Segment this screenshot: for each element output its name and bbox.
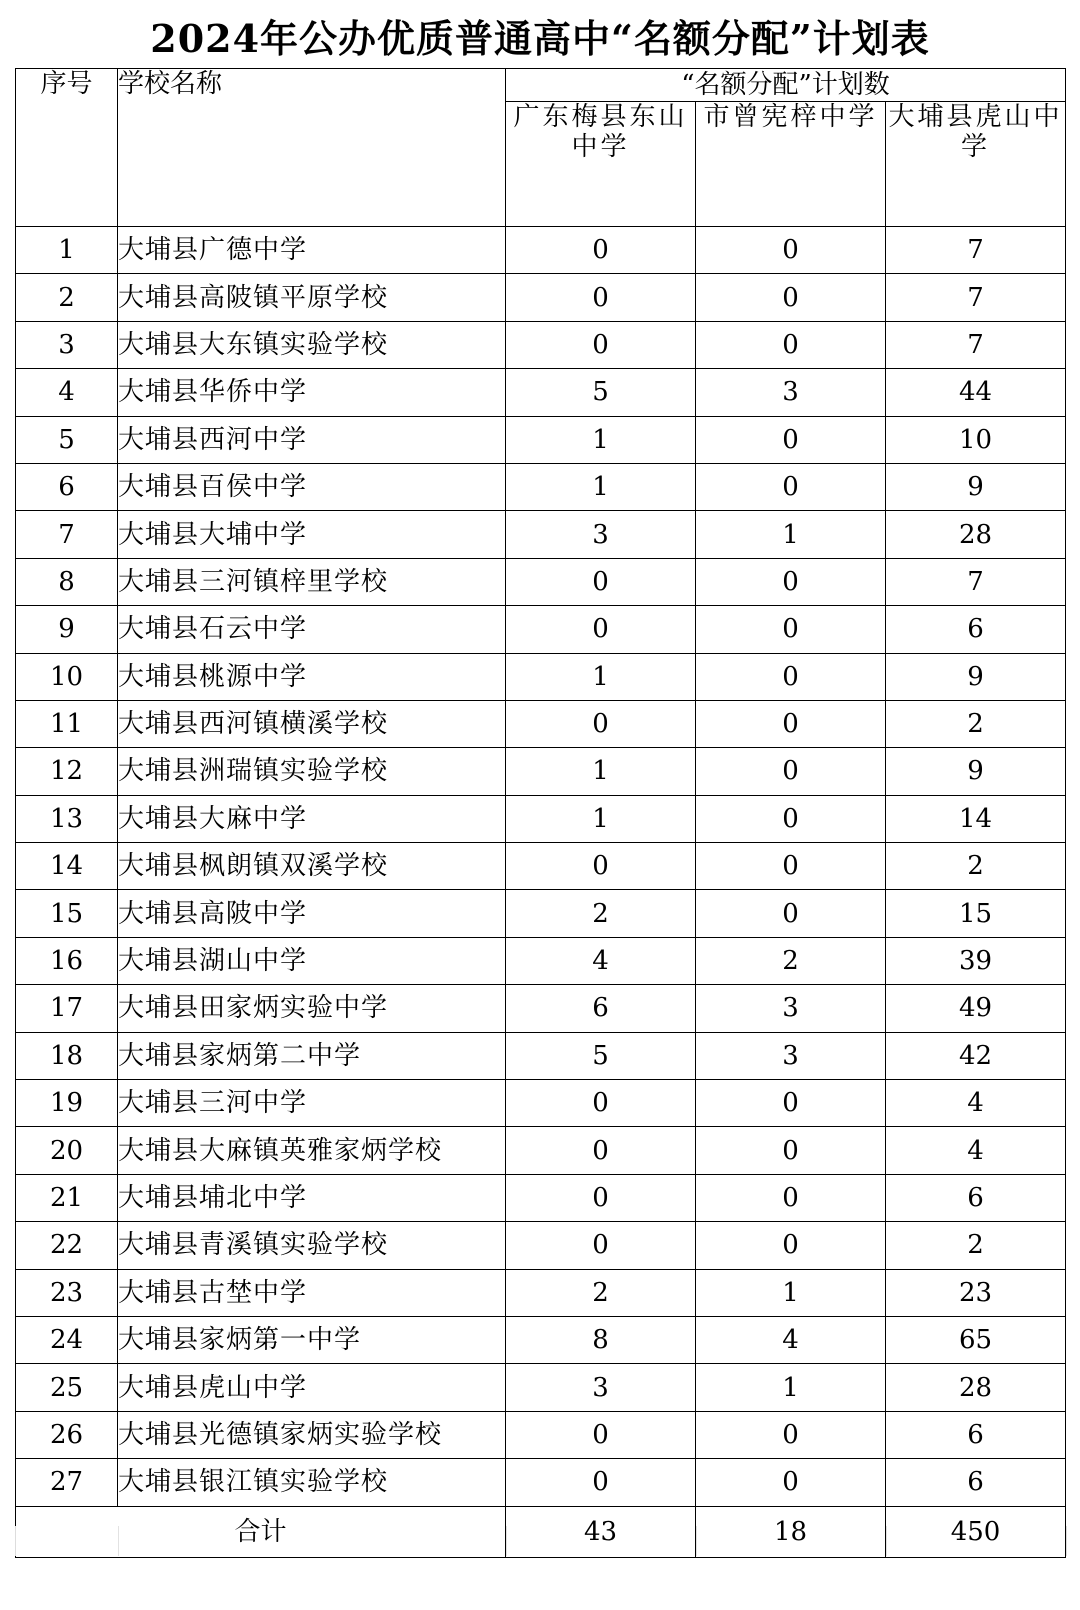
seq-cell: 16 — [16, 937, 118, 984]
dongshan-quota-cell: 1 — [506, 795, 696, 842]
school-name-cell: 大埔县大麻中学 — [118, 795, 506, 842]
hushan-quota-cell: 2 — [886, 843, 1066, 890]
school-name-cell: 大埔县银江镇实验学校 — [118, 1459, 506, 1506]
school-name-cell: 大埔县家炳第一中学 — [118, 1316, 506, 1363]
dongshan-quota-cell: 0 — [506, 1174, 696, 1221]
dongshan-quota-cell: 1 — [506, 748, 696, 795]
hushan-quota-cell: 23 — [886, 1269, 1066, 1316]
school-name-cell: 大埔县家炳第二中学 — [118, 1032, 506, 1079]
school-name-cell: 大埔县华侨中学 — [118, 369, 506, 416]
hushan-quota-cell: 9 — [886, 653, 1066, 700]
zengxianzi-quota-cell: 0 — [696, 748, 886, 795]
seq-cell: 26 — [16, 1411, 118, 1458]
dongshan-quota-cell: 0 — [506, 321, 696, 368]
hushan-quota-cell: 4 — [886, 1127, 1066, 1174]
hushan-total-cell: 450 — [886, 1506, 1066, 1557]
table-row — [16, 416, 1066, 463]
seq-cell: 21 — [16, 1174, 118, 1221]
dongshan-quota-cell: 0 — [506, 1222, 696, 1269]
hushan-quota-cell: 42 — [886, 1032, 1066, 1079]
table-row — [16, 795, 1066, 842]
zengxianzi-quota-cell: 0 — [696, 606, 886, 653]
dongshan-quota-cell: 5 — [506, 369, 696, 416]
table-blank-row — [15, 1526, 1067, 1556]
seq-cell: 14 — [16, 843, 118, 890]
table-row — [16, 1316, 1066, 1363]
dongshan-quota-cell: 0 — [506, 700, 696, 747]
school-name-cell: 大埔县三河中学 — [118, 1080, 506, 1127]
dongshan-total-cell: 43 — [506, 1506, 696, 1557]
zengxianzi-total-cell: 18 — [696, 1506, 886, 1557]
hushan-quota-cell: 6 — [886, 1459, 1066, 1506]
hushan-quota-cell: 49 — [886, 985, 1066, 1032]
dongshan-quota-cell: 1 — [506, 653, 696, 700]
zengxianzi-quota-cell: 0 — [696, 321, 886, 368]
zengxianzi-quota-cell: 0 — [696, 1459, 886, 1506]
seq-cell: 7 — [16, 511, 118, 558]
school-name-cell: 大埔县洲瑞镇实验学校 — [118, 748, 506, 795]
table-row — [16, 463, 1066, 510]
seq-cell: 1 — [16, 227, 118, 274]
seq-cell: 15 — [16, 890, 118, 937]
seq-header: 序号 — [16, 69, 118, 227]
zengxianzi-quota-cell: 2 — [696, 937, 886, 984]
dongshan-quota-cell: 1 — [506, 416, 696, 463]
hushan-quota-cell: 28 — [886, 511, 1066, 558]
table-row — [16, 653, 1066, 700]
table-row — [16, 1080, 1066, 1127]
hushan-quota-cell: 14 — [886, 795, 1066, 842]
table-row — [16, 606, 1066, 653]
table-row — [16, 369, 1066, 416]
school-name-cell: 大埔县光德镇家炳实验学校 — [118, 1411, 506, 1458]
seq-cell: 27 — [16, 1459, 118, 1506]
school-name-cell: 大埔县埔北中学 — [118, 1174, 506, 1221]
seq-cell: 22 — [16, 1222, 118, 1269]
zengxianzi-quota-cell: 3 — [696, 1032, 886, 1079]
table-row — [16, 1032, 1066, 1079]
school-header: 学校名称 — [118, 69, 506, 227]
hushan-quota-cell: 7 — [886, 321, 1066, 368]
seq-cell: 25 — [16, 1364, 118, 1411]
zengxianzi-quota-cell: 0 — [696, 700, 886, 747]
school-name-cell: 大埔县大埔中学 — [118, 511, 506, 558]
zengxianzi-quota-cell: 0 — [696, 274, 886, 321]
quota-group-header: “名额分配”计划数 — [506, 69, 1066, 102]
zengxianzi-quota-cell: 0 — [696, 1222, 886, 1269]
zengxianzi-quota-cell: 0 — [696, 1127, 886, 1174]
zengxianzi-quota-cell: 0 — [696, 795, 886, 842]
hushan-quota-cell: 6 — [886, 606, 1066, 653]
seq-cell: 20 — [16, 1127, 118, 1174]
hushan-quota-cell: 9 — [886, 463, 1066, 510]
dongshan-quota-cell: 4 — [506, 937, 696, 984]
school-name-cell: 大埔县青溪镇实验学校 — [118, 1222, 506, 1269]
zengxianzi-quota-cell: 0 — [696, 653, 886, 700]
school-name-cell: 大埔县桃源中学 — [118, 653, 506, 700]
hushan-quota-cell: 2 — [886, 700, 1066, 747]
seq-cell: 12 — [16, 748, 118, 795]
column-header-dongshan: 广东梅县东山中学 — [506, 102, 696, 227]
school-name-cell: 大埔县湖山中学 — [118, 937, 506, 984]
school-name-cell: 大埔县石云中学 — [118, 606, 506, 653]
school-name-cell: 大埔县广德中学 — [118, 227, 506, 274]
table-row — [16, 700, 1066, 747]
school-name-cell: 大埔县高陂中学 — [118, 890, 506, 937]
total-label: 合计 — [16, 1506, 506, 1557]
hushan-quota-cell: 28 — [886, 1364, 1066, 1411]
dongshan-quota-cell: 0 — [506, 227, 696, 274]
zengxianzi-quota-cell: 1 — [696, 1364, 886, 1411]
school-name-cell: 大埔县田家炳实验中学 — [118, 985, 506, 1032]
seq-cell: 19 — [16, 1080, 118, 1127]
dongshan-quota-cell: 2 — [506, 890, 696, 937]
dongshan-quota-cell: 5 — [506, 1032, 696, 1079]
table-row — [16, 1364, 1066, 1411]
hushan-quota-cell: 15 — [886, 890, 1066, 937]
school-name-cell: 大埔县枫朗镇双溪学校 — [118, 843, 506, 890]
seq-cell: 13 — [16, 795, 118, 842]
hushan-quota-cell: 7 — [886, 558, 1066, 605]
table-row — [16, 937, 1066, 984]
table-row — [16, 890, 1066, 937]
hushan-quota-cell: 39 — [886, 937, 1066, 984]
zengxianzi-quota-cell: 0 — [696, 416, 886, 463]
quota-table — [15, 68, 1066, 1558]
school-name-cell: 大埔县三河镇梓里学校 — [118, 558, 506, 605]
school-name-cell: 大埔县高陂镇平原学校 — [118, 274, 506, 321]
table-row — [16, 227, 1066, 274]
table-row — [16, 843, 1066, 890]
seq-cell: 6 — [16, 463, 118, 510]
hushan-quota-cell: 7 — [886, 274, 1066, 321]
seq-cell: 23 — [16, 1269, 118, 1316]
dongshan-quota-cell: 0 — [506, 1080, 696, 1127]
table-row — [16, 748, 1066, 795]
dongshan-quota-cell: 0 — [506, 558, 696, 605]
table-row — [16, 511, 1066, 558]
dongshan-quota-cell: 0 — [506, 1411, 696, 1458]
column-header-hushan: 大埔县虎山中学 — [886, 102, 1066, 227]
table-row — [16, 1222, 1066, 1269]
zengxianzi-quota-cell: 3 — [696, 985, 886, 1032]
hushan-quota-cell: 2 — [886, 1222, 1066, 1269]
dongshan-quota-cell: 3 — [506, 511, 696, 558]
hushan-quota-cell: 65 — [886, 1316, 1066, 1363]
seq-cell: 3 — [16, 321, 118, 368]
column-header-zengxianzi: 市曾宪梓中学 — [696, 102, 886, 227]
hushan-quota-cell: 6 — [886, 1174, 1066, 1221]
dongshan-quota-cell: 0 — [506, 606, 696, 653]
school-name-cell: 大埔县百侯中学 — [118, 463, 506, 510]
table-row — [16, 1127, 1066, 1174]
zengxianzi-quota-cell: 0 — [696, 463, 886, 510]
school-name-cell: 大埔县古埜中学 — [118, 1269, 506, 1316]
hushan-quota-cell: 10 — [886, 416, 1066, 463]
zengxianzi-quota-cell: 0 — [696, 558, 886, 605]
dongshan-quota-cell: 0 — [506, 1459, 696, 1506]
zengxianzi-quota-cell: 3 — [696, 369, 886, 416]
dongshan-quota-cell: 2 — [506, 1269, 696, 1316]
school-name-cell: 大埔县虎山中学 — [118, 1364, 506, 1411]
hushan-quota-cell: 4 — [886, 1080, 1066, 1127]
seq-cell: 18 — [16, 1032, 118, 1079]
zengxianzi-quota-cell: 0 — [696, 843, 886, 890]
hushan-quota-cell: 44 — [886, 369, 1066, 416]
seq-cell: 2 — [16, 274, 118, 321]
zengxianzi-quota-cell: 1 — [696, 511, 886, 558]
seq-cell: 9 — [16, 606, 118, 653]
seq-cell: 4 — [16, 369, 118, 416]
table-row — [16, 274, 1066, 321]
zengxianzi-quota-cell: 4 — [696, 1316, 886, 1363]
table-row — [16, 1459, 1066, 1506]
dongshan-quota-cell: 1 — [506, 463, 696, 510]
header-row — [16, 69, 1066, 102]
zengxianzi-quota-cell: 0 — [696, 1080, 886, 1127]
dongshan-quota-cell: 0 — [506, 1127, 696, 1174]
table-row — [16, 1269, 1066, 1316]
hushan-quota-cell: 6 — [886, 1411, 1066, 1458]
zengxianzi-quota-cell: 0 — [696, 1411, 886, 1458]
seq-cell: 5 — [16, 416, 118, 463]
seq-cell: 11 — [16, 700, 118, 747]
dongshan-quota-cell: 8 — [506, 1316, 696, 1363]
table-row — [16, 985, 1066, 1032]
zengxianzi-quota-cell: 1 — [696, 1269, 886, 1316]
table-row — [16, 1411, 1066, 1458]
hushan-quota-cell: 7 — [886, 227, 1066, 274]
school-name-cell: 大埔县西河中学 — [118, 416, 506, 463]
dongshan-quota-cell: 6 — [506, 985, 696, 1032]
dongshan-quota-cell: 0 — [506, 843, 696, 890]
seq-cell: 10 — [16, 653, 118, 700]
dongshan-quota-cell: 3 — [506, 1364, 696, 1411]
school-name-cell: 大埔县大麻镇英雅家炳学校 — [118, 1127, 506, 1174]
page-title: 2024年公办优质普通高中“名额分配”计划表 — [150, 16, 930, 61]
zengxianzi-quota-cell: 0 — [696, 890, 886, 937]
hushan-quota-cell: 9 — [886, 748, 1066, 795]
seq-cell: 24 — [16, 1316, 118, 1363]
table-row — [16, 558, 1066, 605]
seq-cell: 8 — [16, 558, 118, 605]
zengxianzi-quota-cell: 0 — [696, 227, 886, 274]
table-row — [16, 321, 1066, 368]
dongshan-quota-cell: 0 — [506, 274, 696, 321]
seq-cell: 17 — [16, 985, 118, 1032]
table-row — [16, 1174, 1066, 1221]
school-name-cell: 大埔县西河镇横溪学校 — [118, 700, 506, 747]
school-name-cell: 大埔县大东镇实验学校 — [118, 321, 506, 368]
zengxianzi-quota-cell: 0 — [696, 1174, 886, 1221]
